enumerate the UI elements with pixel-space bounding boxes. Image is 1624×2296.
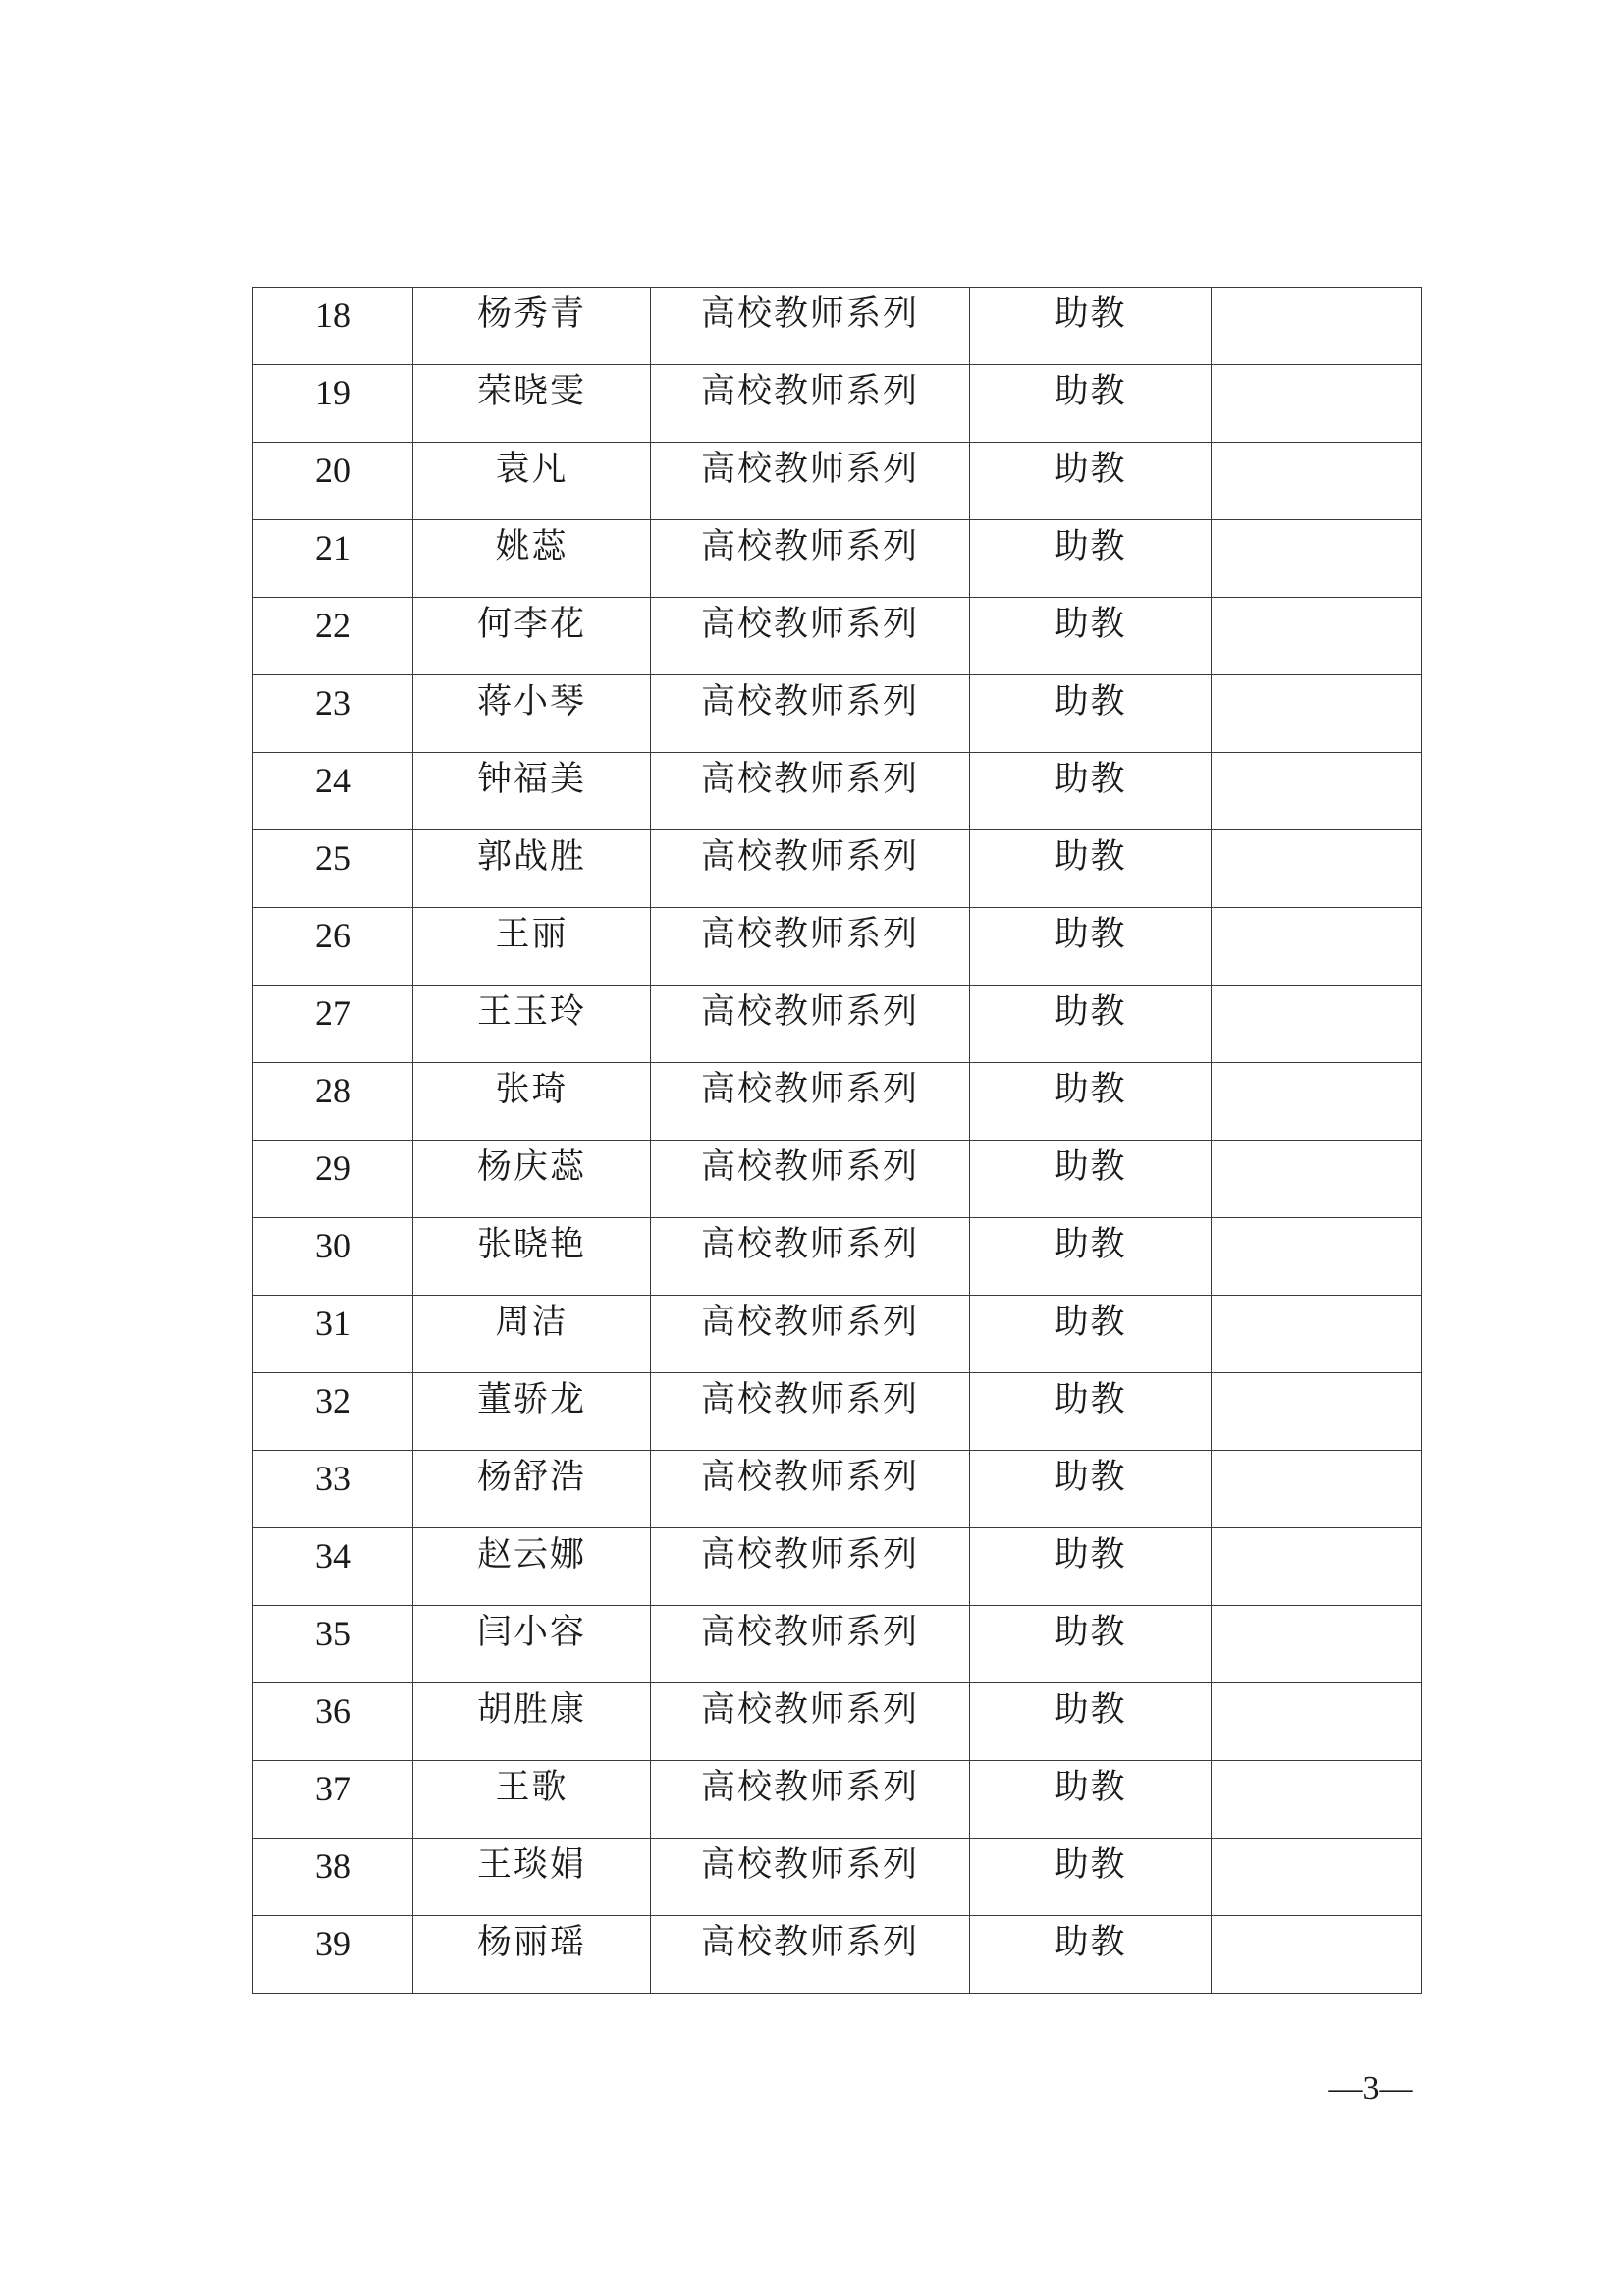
series-cell (651, 1606, 970, 1683)
series-cell (651, 1296, 970, 1373)
row-number-cell-text: 18 (315, 295, 351, 335)
name-cell (413, 675, 651, 753)
row-number-cell-text: 37 (315, 1769, 351, 1808)
row-number-cell (253, 675, 413, 753)
title-cell-text: 助教 (1054, 450, 1127, 489)
table-row (253, 1218, 1422, 1296)
note-cell (1212, 1063, 1422, 1141)
row-number-cell (253, 520, 413, 598)
note-cell (1212, 1528, 1422, 1606)
note-cell (1212, 520, 1422, 598)
series-cell (651, 598, 970, 675)
name-cell (413, 1141, 651, 1218)
series-cell-text: 高校教师系列 (700, 450, 919, 489)
title-cell-text: 助教 (1054, 1380, 1127, 1419)
series-cell-text: 高校教师系列 (700, 1613, 919, 1652)
title-cell-text: 助教 (1054, 1303, 1127, 1342)
series-cell (651, 1761, 970, 1839)
title-cell-text: 助教 (1054, 1148, 1127, 1187)
note-cell (1212, 1606, 1422, 1683)
row-number-cell-text: 20 (315, 451, 351, 490)
name-cell (413, 908, 651, 986)
row-number-cell-text: 38 (315, 1846, 351, 1886)
row-number-cell-text: 31 (315, 1304, 351, 1343)
series-cell-text: 高校教师系列 (700, 915, 919, 954)
series-cell-text: 高校教师系列 (700, 1923, 919, 1962)
note-cell (1212, 365, 1422, 443)
row-number-cell (253, 1683, 413, 1761)
roster-table-body (253, 288, 1422, 1994)
title-cell-text: 助教 (1054, 1613, 1127, 1652)
row-number-cell (253, 443, 413, 520)
series-cell (651, 1218, 970, 1296)
name-cell-text: 张晓艳 (476, 1225, 586, 1264)
series-cell (651, 753, 970, 830)
name-cell-text: 王琰娟 (476, 1845, 586, 1885)
title-cell (970, 1063, 1212, 1141)
series-cell-text: 高校教师系列 (700, 372, 919, 411)
row-number-cell-text: 35 (315, 1614, 351, 1653)
title-cell-text: 助教 (1054, 1923, 1127, 1962)
name-cell-text: 杨舒浩 (476, 1458, 586, 1497)
series-cell-text: 高校教师系列 (700, 1845, 919, 1885)
title-cell-text: 助教 (1054, 1535, 1127, 1575)
row-number-cell (253, 1606, 413, 1683)
name-cell-text: 赵云娜 (476, 1535, 586, 1575)
series-cell-text: 高校教师系列 (700, 294, 919, 334)
note-cell (1212, 753, 1422, 830)
title-cell-text: 助教 (1054, 915, 1127, 954)
note-cell (1212, 1916, 1422, 1994)
series-cell (651, 1839, 970, 1916)
series-cell-text: 高校教师系列 (700, 527, 919, 566)
row-number-cell (253, 1916, 413, 1994)
row-number-cell-text: 25 (315, 838, 351, 878)
note-cell (1212, 1141, 1422, 1218)
roster-table (252, 287, 1422, 1994)
title-cell-text: 助教 (1054, 1070, 1127, 1109)
name-cell-text: 郭战胜 (476, 837, 586, 877)
title-cell (970, 1218, 1212, 1296)
note-cell (1212, 986, 1422, 1063)
table-row (253, 1063, 1422, 1141)
note-cell (1212, 1373, 1422, 1451)
series-cell (651, 675, 970, 753)
name-cell (413, 1839, 651, 1916)
title-cell (970, 443, 1212, 520)
name-cell (413, 1683, 651, 1761)
series-cell (651, 908, 970, 986)
name-cell-text: 王丽 (495, 915, 568, 954)
row-number-cell (253, 598, 413, 675)
name-cell (413, 1373, 651, 1451)
series-cell (651, 1451, 970, 1528)
name-cell-text: 闫小容 (476, 1613, 586, 1652)
name-cell-text: 蒋小琴 (476, 682, 586, 721)
name-cell-text: 胡胜康 (476, 1690, 586, 1730)
name-cell-text: 袁凡 (495, 450, 568, 489)
name-cell (413, 1528, 651, 1606)
name-cell-text: 周洁 (495, 1303, 568, 1342)
title-cell (970, 288, 1212, 365)
row-number-cell (253, 365, 413, 443)
series-cell (651, 1916, 970, 1994)
name-cell (413, 443, 651, 520)
row-number-cell-text: 39 (315, 1924, 351, 1963)
title-cell-text: 助教 (1054, 1845, 1127, 1885)
row-number-cell-text: 21 (315, 528, 351, 567)
name-cell (413, 1761, 651, 1839)
note-cell (1212, 288, 1422, 365)
name-cell (413, 1063, 651, 1141)
title-cell (970, 1451, 1212, 1528)
note-cell (1212, 675, 1422, 753)
row-number-cell-text: 34 (315, 1536, 351, 1575)
row-number-cell (253, 986, 413, 1063)
row-number-cell-text: 24 (315, 761, 351, 800)
series-cell-text: 高校教师系列 (700, 1535, 919, 1575)
series-cell-text: 高校教师系列 (700, 1303, 919, 1342)
series-cell (651, 1528, 970, 1606)
title-cell-text: 助教 (1054, 294, 1127, 334)
title-cell (970, 1916, 1212, 1994)
series-cell (651, 1683, 970, 1761)
series-cell (651, 443, 970, 520)
name-cell (413, 753, 651, 830)
name-cell (413, 1218, 651, 1296)
row-number-cell (253, 1063, 413, 1141)
name-cell-text: 杨庆蕊 (476, 1148, 586, 1187)
series-cell (651, 1373, 970, 1451)
row-number-cell-text: 29 (315, 1148, 351, 1188)
table-row (253, 830, 1422, 908)
note-cell (1212, 443, 1422, 520)
series-cell (651, 288, 970, 365)
title-cell-text: 助教 (1054, 1458, 1127, 1497)
name-cell (413, 1296, 651, 1373)
name-cell-text: 姚蕊 (495, 527, 568, 566)
title-cell (970, 1683, 1212, 1761)
title-cell (970, 830, 1212, 908)
title-cell-text: 助教 (1054, 682, 1127, 721)
series-cell-text: 高校教师系列 (700, 837, 919, 877)
row-number-cell-text: 33 (315, 1459, 351, 1498)
note-cell (1212, 1451, 1422, 1528)
series-cell-text: 高校教师系列 (700, 605, 919, 644)
table-row (253, 1451, 1422, 1528)
row-number-cell (253, 1218, 413, 1296)
title-cell (970, 1296, 1212, 1373)
row-number-cell (253, 1296, 413, 1373)
title-cell (970, 598, 1212, 675)
series-cell (651, 520, 970, 598)
name-cell (413, 365, 651, 443)
note-cell (1212, 1296, 1422, 1373)
name-cell (413, 986, 651, 1063)
note-cell (1212, 830, 1422, 908)
series-cell (651, 365, 970, 443)
table-row (253, 365, 1422, 443)
title-cell-text: 助教 (1054, 992, 1127, 1032)
series-cell (651, 1141, 970, 1218)
name-cell-text: 王玉玲 (476, 992, 586, 1032)
title-cell-text: 助教 (1054, 760, 1127, 799)
row-number-cell-text: 26 (315, 916, 351, 955)
series-cell-text: 高校教师系列 (700, 1458, 919, 1497)
row-number-cell-text: 27 (315, 993, 351, 1033)
name-cell (413, 598, 651, 675)
series-cell-text: 高校教师系列 (700, 1380, 919, 1419)
title-cell-text: 助教 (1054, 1225, 1127, 1264)
table-row (253, 675, 1422, 753)
row-number-cell (253, 1373, 413, 1451)
table-row (253, 908, 1422, 986)
title-cell (970, 908, 1212, 986)
table-row (253, 1528, 1422, 1606)
series-cell (651, 830, 970, 908)
title-cell (970, 365, 1212, 443)
table-row (253, 1141, 1422, 1218)
row-number-cell (253, 288, 413, 365)
series-cell-text: 高校教师系列 (700, 1690, 919, 1730)
series-cell-text: 高校教师系列 (700, 1768, 919, 1807)
table-row (253, 1916, 1422, 1994)
name-cell-text: 何李花 (476, 605, 586, 644)
table-row (253, 1606, 1422, 1683)
table-row (253, 1761, 1422, 1839)
row-number-cell-text: 23 (315, 683, 351, 722)
title-cell (970, 753, 1212, 830)
series-cell-text: 高校教师系列 (700, 1225, 919, 1264)
row-number-cell-text: 32 (315, 1381, 351, 1420)
name-cell-text: 王歌 (495, 1768, 568, 1807)
table-row (253, 1683, 1422, 1761)
row-number-cell-text: 30 (315, 1226, 351, 1265)
row-number-cell (253, 1451, 413, 1528)
name-cell-text: 钟福美 (476, 760, 586, 799)
note-cell (1212, 1839, 1422, 1916)
name-cell-text: 荣晓雯 (476, 372, 586, 411)
row-number-cell (253, 1761, 413, 1839)
title-cell (970, 1839, 1212, 1916)
series-cell-text: 高校教师系列 (700, 682, 919, 721)
title-cell-text: 助教 (1054, 837, 1127, 877)
series-cell-text: 高校教师系列 (700, 1070, 919, 1109)
page-number: —3— (1328, 2070, 1413, 2107)
title-cell (970, 675, 1212, 753)
table-row (253, 443, 1422, 520)
series-cell-text: 高校教师系列 (700, 992, 919, 1032)
series-cell (651, 1063, 970, 1141)
note-cell (1212, 1683, 1422, 1761)
name-cell (413, 520, 651, 598)
title-cell (970, 986, 1212, 1063)
name-cell (413, 288, 651, 365)
title-cell-text: 助教 (1054, 1690, 1127, 1730)
row-number-cell-text: 28 (315, 1071, 351, 1110)
table-row (253, 288, 1422, 365)
name-cell-text: 董骄龙 (476, 1380, 586, 1419)
name-cell (413, 1916, 651, 1994)
table-row (253, 986, 1422, 1063)
title-cell-text: 助教 (1054, 372, 1127, 411)
note-cell (1212, 1218, 1422, 1296)
row-number-cell-text: 36 (315, 1691, 351, 1731)
title-cell-text: 助教 (1054, 527, 1127, 566)
title-cell-text: 助教 (1054, 1768, 1127, 1807)
table-row (253, 1839, 1422, 1916)
title-cell (970, 1761, 1212, 1839)
row-number-cell (253, 1839, 413, 1916)
series-cell-text: 高校教师系列 (700, 760, 919, 799)
row-number-cell-text: 19 (315, 373, 351, 412)
name-cell-text: 杨丽瑶 (476, 1923, 586, 1962)
title-cell (970, 1141, 1212, 1218)
title-cell (970, 520, 1212, 598)
table-row (253, 1296, 1422, 1373)
table-row (253, 1373, 1422, 1451)
note-cell (1212, 598, 1422, 675)
name-cell (413, 1606, 651, 1683)
row-number-cell (253, 753, 413, 830)
row-number-cell (253, 830, 413, 908)
name-cell-text: 杨秀青 (476, 294, 586, 334)
name-cell (413, 830, 651, 908)
row-number-cell (253, 1528, 413, 1606)
title-cell (970, 1528, 1212, 1606)
note-cell (1212, 908, 1422, 986)
title-cell (970, 1373, 1212, 1451)
series-cell (651, 986, 970, 1063)
table-row (253, 753, 1422, 830)
table-row (253, 598, 1422, 675)
name-cell-text: 张琦 (495, 1070, 568, 1109)
row-number-cell (253, 908, 413, 986)
row-number-cell (253, 1141, 413, 1218)
row-number-cell-text: 22 (315, 606, 351, 645)
name-cell (413, 1451, 651, 1528)
series-cell-text: 高校教师系列 (700, 1148, 919, 1187)
title-cell (970, 1606, 1212, 1683)
note-cell (1212, 1761, 1422, 1839)
title-cell-text: 助教 (1054, 605, 1127, 644)
table-row (253, 520, 1422, 598)
